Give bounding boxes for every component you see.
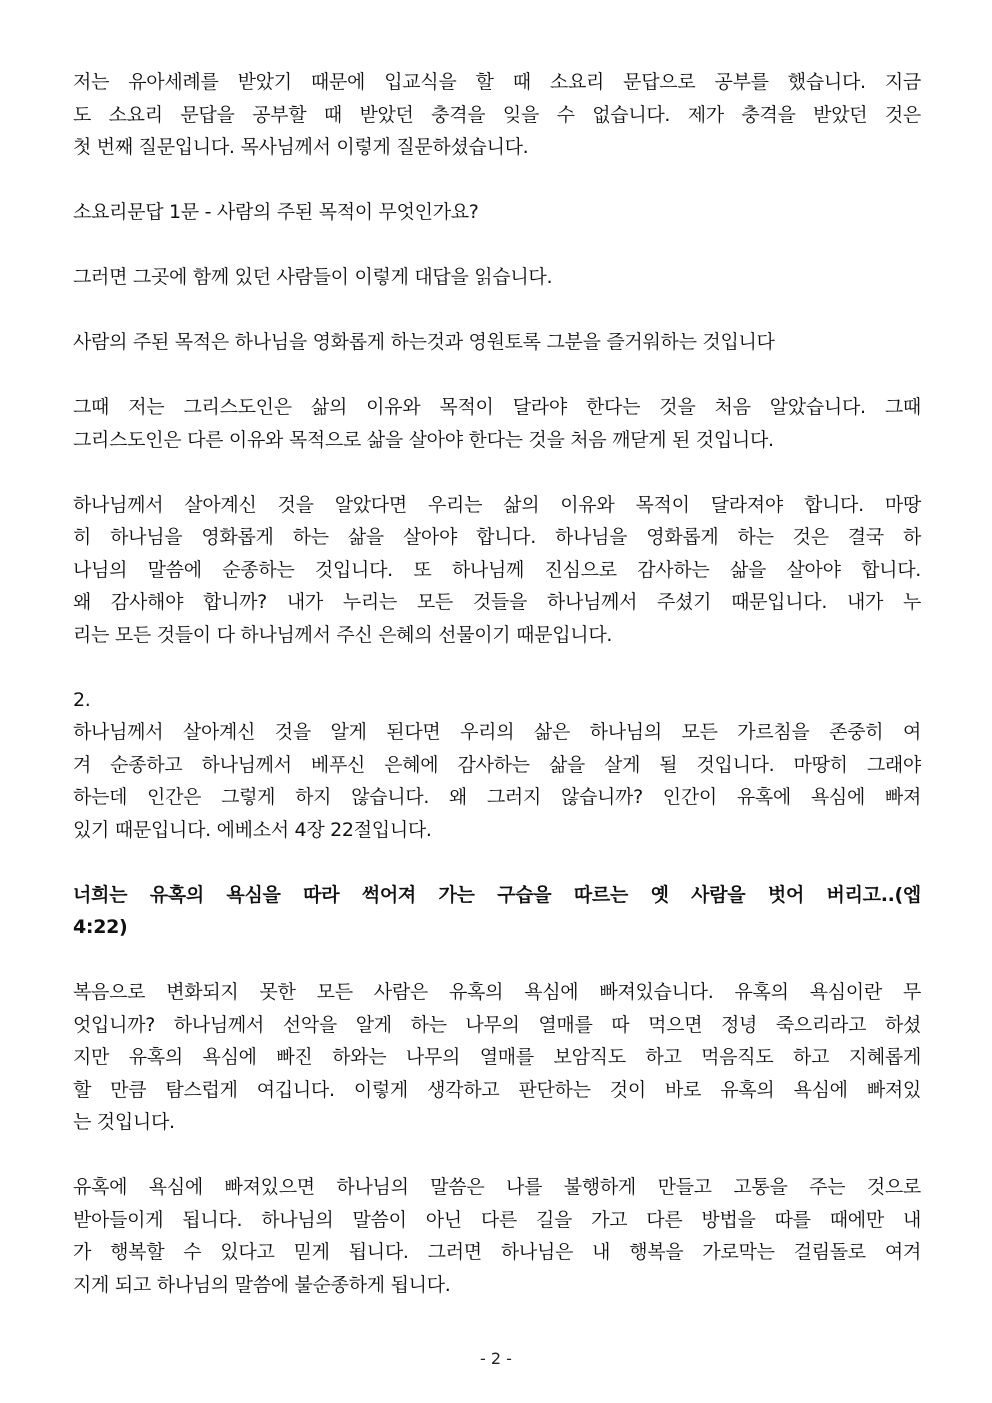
text-line: 지게 되고 하나님의 말씀에 불순종하게 됩니다. — [73, 1273, 451, 1296]
document-body — [73, 66, 921, 1301]
text-line: 소요리문답 1문 - 사람의 주된 목적이 무엇인가요? — [73, 201, 479, 223]
text-line: 그러면 그곳에 함께 있던 사람들이 이렇게 대답을 읽습니다. — [73, 266, 553, 288]
text-line: 그때 저는 그리스도인은 삶의 이유와 목적이 달라야 한다는 것을 처음 알았습니다. 그때 — [73, 396, 921, 418]
paragraph-catechism-question — [73, 196, 921, 229]
text-line: 그리스도인은 다른 이유와 목적으로 삶을 살아야 한다는 것을 처음 깨닫게 된 것입니다. — [73, 428, 774, 451]
text-line: 받아들이게 됩니다. 하나님의 말씀이 아닌 다른 길을 가고 다른 방법을 따를 때에만 내 — [73, 1208, 921, 1231]
text-line: 히 하나님을 영화롭게 하는 삶을 살아야 합니다. 하나님을 영화롭게 하는 것은 결국 하 — [73, 526, 921, 548]
section-number: 2. — [73, 688, 91, 711]
paragraph-baptism — [73, 66, 921, 164]
text-line: 가 행복할 수 있다고 믿게 됩니다. 그러면 하나님은 내 행복을 가로막는 걸림돌로 여겨 — [73, 1241, 921, 1263]
text-line: 할 만큼 탐스럽게 여깁니다. 이렇게 생각하고 판단하는 것이 바로 유혹의 욕심에 빠져있 — [73, 1078, 921, 1101]
paragraph-realization — [73, 391, 921, 456]
text-line: 복음으로 변화되지 못한 모든 사람은 유혹의 욕심에 빠져있습니다. 유혹의 욕심이란 무 — [73, 981, 921, 1003]
paragraph-gap — [73, 651, 921, 684]
text-line: 겨 순종하고 하나님께서 베푸신 은혜에 감사하는 삶을 살게 될 것입니다. 마땅히 그래야 — [73, 753, 921, 776]
text-line: 첫 번째 질문입니다. 목사님께서 이렇게 질문하셨습니다. — [73, 136, 529, 158]
page-number: - 2 - — [480, 1349, 512, 1368]
paragraph-temptation — [73, 976, 921, 1139]
text-line: 4:22) — [73, 916, 128, 938]
text-line: 너희는 유혹의 욕심을 따라 썩어져 가는 구습을 따르는 옛 사람을 벗어 버리고..(엡 — [73, 883, 921, 906]
text-line: 하나님께서 살아계신 것을 알았다면 우리는 삶의 이유와 목적이 달라져야 합니다. 마땅 — [73, 493, 921, 516]
paragraph-disobedience — [73, 1171, 921, 1301]
text-line: 유혹에 욕심에 빠져있으면 하나님의 말씀은 나를 불행하게 만들고 고통을 주는 것으로 — [73, 1176, 921, 1198]
paragraph-gap — [73, 1139, 921, 1172]
paragraph-gap — [73, 164, 921, 197]
text-line: 저는 유아세례를 받았기 때문에 입교식을 할 때 소요리 문답으로 공부를 했습니다. 지금 — [73, 71, 921, 93]
text-line: 왜 감사해야 합니까? 내가 누리는 모든 것들을 하나님께서 주셨기 때문입니다. 내가 누 — [73, 591, 921, 613]
text-line: 하는데 인간은 그렇게 하지 않습니다. 왜 그러지 않습니까? 인간이 유혹에 욕심에 빠져 — [73, 786, 921, 808]
paragraph-gap — [73, 846, 921, 879]
paragraph-catechism-answer — [73, 326, 921, 359]
paragraph-section-2 — [73, 684, 921, 847]
paragraph-gap — [73, 456, 921, 489]
text-line: 나님의 말씀에 순종하는 것입니다. 또 하나님께 진심으로 감사하는 삶을 살아야 합니다. — [73, 558, 921, 581]
text-line: 엇입니까? 하나님께서 선악을 알게 하는 나무의 열매를 따 먹으면 정녕 죽으리라고 하셨 — [73, 1013, 921, 1036]
paragraph-gap — [73, 944, 921, 977]
text-line: 도 소요리 문답을 공부할 때 받았던 충격을 잊을 수 없습니다. 제가 충격을 받았던 것은 — [73, 103, 921, 126]
paragraph-gap — [73, 294, 921, 327]
text-line: 있기 때문입니다. 에베소서 4장 22절입니다. — [73, 818, 432, 841]
scripture-quote — [73, 879, 921, 944]
paragraph-purpose — [73, 489, 921, 652]
text-line: 리는 모든 것들이 다 하나님께서 주신 은혜의 선물이기 때문입니다. — [73, 623, 613, 646]
paragraph-gap — [73, 229, 921, 262]
text-line: 지만 유혹의 욕심에 빠진 하와는 나무의 열매를 보암직도 하고 먹음직도 하고 지혜롭게 — [73, 1046, 921, 1068]
paragraph-response-intro — [73, 261, 921, 294]
text-line: 하나님께서 살아계신 것을 알게 된다면 우리의 삶은 하나님의 모든 가르침을 존중히 여 — [73, 721, 921, 743]
text-line: 는 것입니다. — [73, 1111, 175, 1133]
paragraph-gap — [73, 359, 921, 392]
text-line: 사람의 주된 목적은 하나님을 영화롭게 하는것과 영원토록 그분을 즐거워하는 것입니다 — [73, 331, 775, 353]
